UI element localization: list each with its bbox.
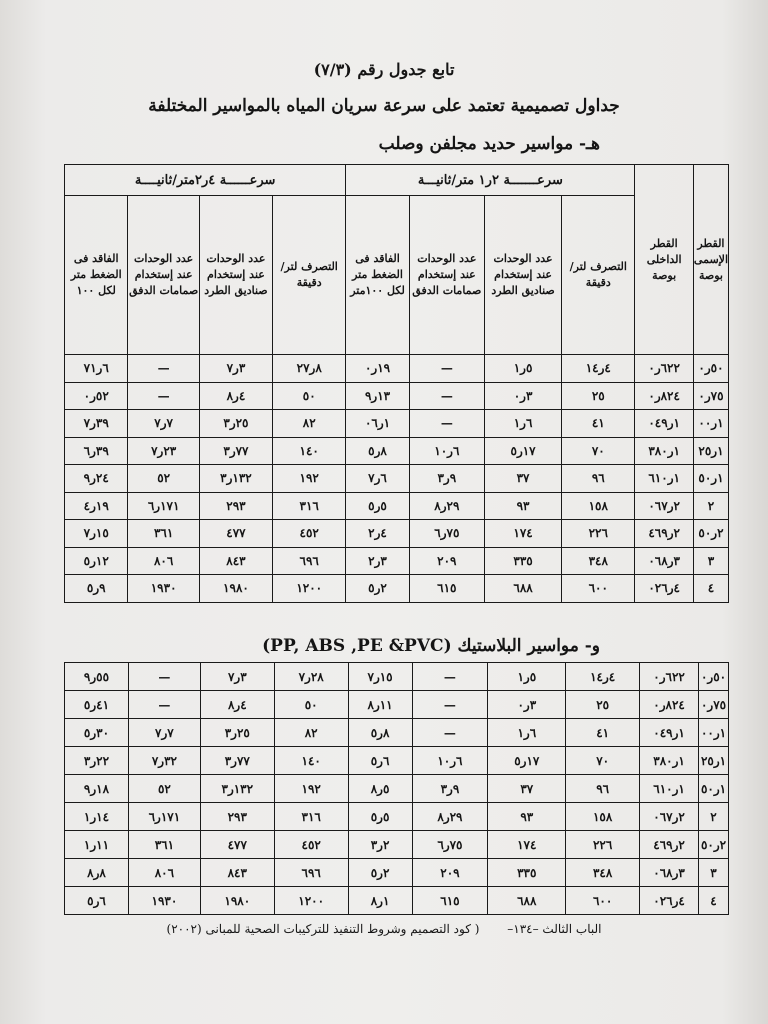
table-cell: ١٤٠ — [273, 437, 346, 465]
table-cell: ٨٢ — [274, 719, 348, 747]
col-pressure-loss: الفاقد فى الضغط متر لكل ١٠٠ — [65, 196, 128, 355]
table-cell: ٣٧ — [488, 775, 566, 803]
table-cell: ٢ — [693, 492, 728, 520]
table-cell: ١ر٥٠ — [699, 775, 729, 803]
table-cell: ١ر٠٦ — [346, 410, 409, 438]
table-cell: ١٧٤ — [488, 831, 566, 859]
table-cell: ٣٩ر٧ — [65, 410, 128, 438]
table-cell: — — [128, 382, 199, 410]
section-heading-plastic: و- مواسير البلاستيك (PP, ABS ,PE &PVC) — [262, 636, 600, 656]
table-row — [65, 887, 729, 915]
table-cell: ٣٣٥ — [484, 547, 561, 575]
table-cell: ٧٥ر٠ — [693, 382, 728, 410]
table-cell: ٧٥ر٠ — [699, 691, 729, 719]
table-row — [65, 747, 729, 775]
table-cell: ٢ر٠٦٧ — [635, 492, 694, 520]
table-cell: ٨٢ — [273, 410, 346, 438]
table-cell: — — [409, 410, 484, 438]
table-cell: ١٩٢ — [273, 465, 346, 493]
table-cell: ٤١ — [566, 719, 640, 747]
table-row — [65, 382, 729, 410]
table-cell: ٢٤ر٩ — [65, 465, 128, 493]
table-cell: ٢٩ر٨ — [409, 492, 484, 520]
table-cell: ٢٥ — [562, 382, 635, 410]
table-cell: ١٩ر٤ — [65, 492, 128, 520]
table-cell: ١٧١ر٦ — [128, 492, 199, 520]
table-cell: ٢٩ر٨ — [412, 803, 488, 831]
table-cell: ٥٠ر٠ — [693, 355, 728, 383]
table-cell: ٨٠٦ — [128, 859, 200, 887]
table-row — [65, 831, 729, 859]
table-cell: ٨٤٣ — [200, 859, 274, 887]
table-cell: ٢٥ر٣ — [200, 719, 274, 747]
table-cell: ٤ر٢ — [346, 520, 409, 548]
table-cell: ٢٢ر٣ — [65, 747, 129, 775]
table-cell: ٩٣ — [484, 492, 561, 520]
table-cell: ١٤ر١ — [65, 803, 129, 831]
table-cell: ٦ر١٠ — [412, 747, 488, 775]
table-cell: ٩٣ — [488, 803, 566, 831]
table-cell: ١٤٠ — [274, 747, 348, 775]
table-cell: ٣٢ر٧ — [128, 747, 200, 775]
table-cell: ٢٥ — [566, 691, 640, 719]
table-cell: ٢ر٤٦٩ — [635, 520, 694, 548]
table-cell: ٧٧ر٣ — [200, 747, 274, 775]
table-cell: ١ر٢٥ — [693, 437, 728, 465]
table-cell: ٢ر٥ — [348, 859, 412, 887]
table-cell: ١ر٠٠ — [693, 410, 728, 438]
table-cell: ١٧١ر٦ — [128, 803, 200, 831]
table-cell: ٢ر٥٠ — [699, 831, 729, 859]
table-cell: ١ر٢٥ — [699, 747, 729, 775]
table-cell: ٦ر٥ — [65, 887, 129, 915]
table-cell: ٣ر٧ — [200, 663, 274, 691]
table-cell: — — [409, 355, 484, 383]
table-cell: ٥٥ر٩ — [65, 663, 129, 691]
table-cell: ٢ر٠٦٧ — [640, 803, 699, 831]
table-cell: ٨ر٢٧ — [273, 355, 346, 383]
table-cell: ٣٩ر٦ — [65, 437, 128, 465]
table-cell: ٤٥٢ — [273, 520, 346, 548]
table-cell: ٨٢٤ر٠ — [640, 691, 699, 719]
table-cell: ٣ — [699, 859, 729, 887]
table-cell: ١١ر١ — [65, 831, 129, 859]
table-cell: ٢ — [699, 803, 729, 831]
table-cell: ٥ر٥ — [346, 492, 409, 520]
table-cell: ١٩٨٠ — [200, 887, 274, 915]
table-cell: ٨ر٥ — [346, 437, 409, 465]
table-cell: ٦٠٠ — [562, 575, 635, 603]
table-cell: ٨ر٨ — [65, 859, 129, 887]
table-cell: ٣١٦ — [274, 803, 348, 831]
table-row — [65, 520, 729, 548]
table-cell: ٤ — [699, 887, 729, 915]
table-row — [65, 803, 729, 831]
table-cell: ٦١٥ — [409, 575, 484, 603]
table-cell: ٦٢٢ر٠ — [640, 663, 699, 691]
table-cell: ٥ر١ — [488, 663, 566, 691]
footer-chapter: الباب الثالث –١٣٤– — [507, 922, 602, 936]
table-cell: ٦٨٨ — [484, 575, 561, 603]
table-body — [65, 355, 729, 603]
table-cell: ١٥٨ — [562, 492, 635, 520]
table-cell: ٦ر٥ — [348, 747, 412, 775]
table-cell: ٤٧٧ — [199, 520, 272, 548]
table-cell: ٢٢٦ — [562, 520, 635, 548]
table-cell: ٦٢٢ر٠ — [635, 355, 694, 383]
table-cell: ٣٦١ — [128, 831, 200, 859]
table-cell: ٥٢ — [128, 775, 200, 803]
table-cell: ٣ر٠٦٨ — [640, 859, 699, 887]
col-units-flush-tank: عدد الوحدات عند إستخدام صناديق الطرد — [199, 196, 272, 355]
table-cell: ١٨ر٩ — [65, 775, 129, 803]
table-cell: ٤ر١٤ — [562, 355, 635, 383]
table-cell: ٦ر٧ — [346, 465, 409, 493]
table-cell: ٣ر٢ — [346, 547, 409, 575]
section-heading-galvanized: هـ- مواسير حديد مجلفن وصلب — [378, 134, 600, 154]
table-cell: ١٢٠٠ — [274, 887, 348, 915]
table-row — [65, 775, 729, 803]
table-cell: ٩٦ — [562, 465, 635, 493]
table-cell: ١٢ر٥ — [65, 547, 128, 575]
col-group-velocity-1: سرعـــــــة ٢ر١ متر/ثانيـــة — [346, 165, 635, 196]
table-cell: ٢٢٦ — [566, 831, 640, 859]
table-cell: ٤ر٨ — [200, 691, 274, 719]
table-cell: ٢ر٣ — [348, 831, 412, 859]
table-cell: ٤ر٠٢٦ — [635, 575, 694, 603]
table-cell: ١٥٨ — [566, 803, 640, 831]
table-cell: ٦٨٨ — [488, 887, 566, 915]
table-cell: ٣٤٨ — [562, 547, 635, 575]
table-cell: ٤ر٠٢٦ — [640, 887, 699, 915]
table-cell: ٣٦١ — [128, 520, 199, 548]
table-cell: — — [412, 663, 488, 691]
table-cell: ٧٠ — [562, 437, 635, 465]
table-cell: ١ر٨ — [348, 887, 412, 915]
table-cell: ٣٧ — [484, 465, 561, 493]
table-cell: ٥٠ — [273, 382, 346, 410]
table-cell: ١٩٣٠ — [128, 887, 200, 915]
col-units-flush-tank: عدد الوحدات عند إستخدام صناديق الطرد — [484, 196, 561, 355]
table-row — [65, 465, 729, 493]
col-pressure-loss: الفاقد فى الضغط متر لكل ١٠٠متر — [346, 196, 409, 355]
table-cell: ١٧ر٥ — [488, 747, 566, 775]
table-cell: ٢٠٩ — [409, 547, 484, 575]
table-body — [65, 663, 729, 915]
table-cell: ٣٠ر٥ — [65, 719, 129, 747]
table-cell: ٥٢ر٠ — [65, 382, 128, 410]
table-galvanized-steel — [64, 164, 729, 603]
table-cell: ٧٧ر٣ — [199, 437, 272, 465]
table-cell: ٤ — [693, 575, 728, 603]
table-row — [65, 547, 729, 575]
table-cell: ٩ر٣ — [409, 465, 484, 493]
col-units-flush-valve: عدد الوحدات عند إستخدام صمامات الدفق — [128, 196, 199, 355]
table-cell: ١٧٤ — [484, 520, 561, 548]
col-group-velocity-2: سرعــــــة ٤ر٢متر/ثانيــــة — [65, 165, 346, 196]
col-nominal-diameter: القطر الإسمى بوصة — [693, 165, 728, 355]
table-cell: — — [128, 691, 200, 719]
table-cell: ٩٦ — [566, 775, 640, 803]
table-cell: — — [128, 355, 199, 383]
table-cell: ٦١٥ — [412, 887, 488, 915]
table-cell: ٧٠ — [566, 747, 640, 775]
table-cell: ١ر٠٠ — [699, 719, 729, 747]
table-cell: ٤ر١٤ — [566, 663, 640, 691]
table-cell: ٦٠٠ — [566, 887, 640, 915]
table-cell: ٦ر١ — [488, 719, 566, 747]
table-row — [65, 859, 729, 887]
table-cell: ٥ر٨ — [348, 775, 412, 803]
table-cell: — — [412, 719, 488, 747]
table-cell: ٤٥٢ — [274, 831, 348, 859]
table-cell: ٨٠٦ — [128, 547, 199, 575]
table-cell: ١٩ر٠ — [346, 355, 409, 383]
table-cell: ٣٣٥ — [488, 859, 566, 887]
table-cell: ١٣ر٩ — [346, 382, 409, 410]
table-cell: ٢ر٤٦٩ — [640, 831, 699, 859]
table-cell: — — [409, 382, 484, 410]
table-cell: ٢٥ر٣ — [199, 410, 272, 438]
table-cell: ١٥ر٧ — [348, 663, 412, 691]
table-cell: — — [412, 691, 488, 719]
table-cell: ٧ر٧ — [128, 410, 199, 438]
table-cell: ٣ر٠٦٨ — [635, 547, 694, 575]
col-units-flush-valve: عدد الوحدات عند إستخدام صمامات الدفق — [409, 196, 484, 355]
col-discharge: التصرف لتر/ دقيقة — [562, 196, 635, 355]
table-cell: ٢٣ر٧ — [128, 437, 199, 465]
table-row — [65, 575, 729, 603]
table-cell: ٦ر١ — [484, 410, 561, 438]
footer-code-reference: ( كود التصميم وشروط التنفيذ للتركيبات الصحية للمبانى (٢٠٠٢) — [166, 922, 480, 936]
table-cell: ١ر٠٤٩ — [640, 719, 699, 747]
table-row — [65, 663, 729, 691]
table-cell: ١٣٢ر٣ — [199, 465, 272, 493]
table-cell: ٢ر٥ — [346, 575, 409, 603]
col-internal-diameter: القطر الداخلى بوصة — [635, 165, 694, 355]
table-cell: ٦ر١٠ — [409, 437, 484, 465]
table-cell: ١٢٠٠ — [273, 575, 346, 603]
table-cell: ٣ر٧ — [199, 355, 272, 383]
table-cell: ١٩٨٠ — [199, 575, 272, 603]
table-cell: ٨٤٣ — [199, 547, 272, 575]
table-cell: ٥٢ — [128, 465, 199, 493]
table-cell: ٦٩٦ — [274, 859, 348, 887]
table-row — [65, 719, 729, 747]
table-cell: — — [128, 663, 200, 691]
table-cell: ٩ر٣ — [412, 775, 488, 803]
table-cell: ٣١٦ — [273, 492, 346, 520]
table-cell: ١ر٦١٠ — [640, 775, 699, 803]
table-cell: ٥٠ — [274, 691, 348, 719]
table-cell: ٧٥ر٦ — [409, 520, 484, 548]
table-cell: ١٩٢ — [274, 775, 348, 803]
table-row — [65, 410, 729, 438]
table-cell: ١ر٥٠ — [693, 465, 728, 493]
table-cell: ٥ر٥ — [348, 803, 412, 831]
table-cell: ٥ر١ — [484, 355, 561, 383]
table-cell: ٦٩٦ — [273, 547, 346, 575]
table-cell: ١٩٣٠ — [128, 575, 199, 603]
document-subtitle: جداول تصميمية تعتمد على سرعة سريان المياه بالمواسير المختلفة — [148, 96, 620, 116]
table-cell: ٢٩٣ — [200, 803, 274, 831]
table-cell: ٢٨ر٧ — [274, 663, 348, 691]
table-cell: ٧ر٧ — [128, 719, 200, 747]
table-cell: ٢ر٥٠ — [693, 520, 728, 548]
table-cell: ٧٥ر٦ — [412, 831, 488, 859]
table-cell: ٣٤٨ — [566, 859, 640, 887]
table-cell: ٤ر٨ — [199, 382, 272, 410]
table-cell: ١ر٣٨٠ — [640, 747, 699, 775]
table-cell: ١١ر٨ — [348, 691, 412, 719]
table-cell: ٣ر٠ — [484, 382, 561, 410]
table-row — [65, 437, 729, 465]
table-cell: ٩ر٥ — [65, 575, 128, 603]
table-cell: ١ر٠٤٩ — [635, 410, 694, 438]
table-cell: ١٧ر٥ — [484, 437, 561, 465]
table-row — [65, 355, 729, 383]
table-cell: ٨ر٥ — [348, 719, 412, 747]
table-plastic — [64, 662, 729, 915]
table-cell: ٥٠ر٠ — [699, 663, 729, 691]
table-cell: ١ر٣٨٠ — [635, 437, 694, 465]
table-row — [65, 691, 729, 719]
table-cell: ٤٧٧ — [200, 831, 274, 859]
table-cell: ٣ — [693, 547, 728, 575]
table-row — [65, 492, 729, 520]
page-footer — [0, 922, 768, 936]
table-cell: ٨٢٤ر٠ — [635, 382, 694, 410]
table-cell: ١ر٦١٠ — [635, 465, 694, 493]
table-cell: ٣ر٠ — [488, 691, 566, 719]
table-cell: ٢٠٩ — [412, 859, 488, 887]
table-cell: ٤١ر٥ — [65, 691, 129, 719]
table-cell: ٤١ — [562, 410, 635, 438]
table-title: تابع جدول رقم (٧/٣) — [313, 60, 455, 79]
table-cell: ١٣٢ر٣ — [200, 775, 274, 803]
table-cell: ٦ر٧١ — [65, 355, 128, 383]
table-cell: ٢٩٣ — [199, 492, 272, 520]
table-cell: ١٥ر٧ — [65, 520, 128, 548]
col-discharge: التصرف لتر/ دقيقة — [273, 196, 346, 355]
